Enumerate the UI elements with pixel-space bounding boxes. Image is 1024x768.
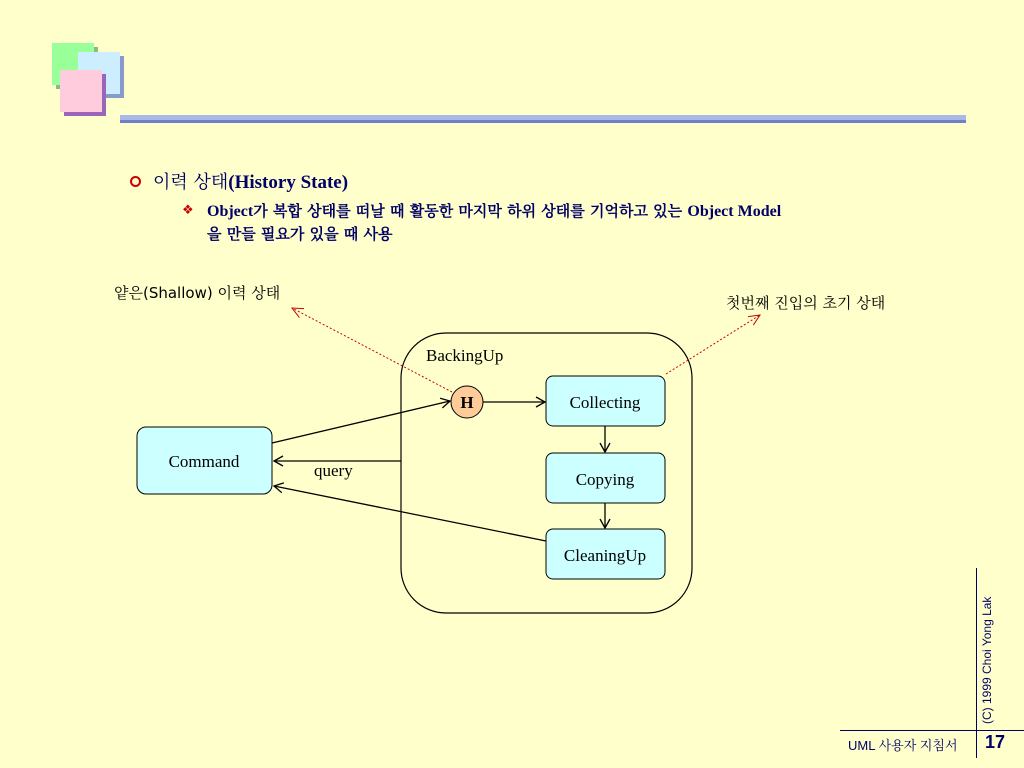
first-entry-label: 첫번째 진입의 초기 상태 bbox=[726, 294, 886, 312]
bullet2-ko-part1: 가 복합 상태를 떠날 때 활동한 마지막 하위 상태를 기억하고 있는 bbox=[253, 202, 688, 220]
transition-command-to-history bbox=[272, 401, 450, 443]
backingup-label: BackingUp bbox=[426, 346, 504, 365]
initial-state-pointer bbox=[666, 315, 760, 374]
query-label: query bbox=[314, 461, 353, 480]
footer-horizontal-divider bbox=[840, 730, 1024, 731]
bullet1-english: (History State) bbox=[228, 172, 349, 193]
copying-label: Copying bbox=[575, 470, 635, 489]
command-label: Command bbox=[168, 452, 240, 471]
collecting-label: Collecting bbox=[569, 393, 641, 412]
diamond-bullet-icon: ❖ bbox=[182, 203, 194, 218]
bullet2-ko-part2: 을 만들 필요가 있을 때 사용 bbox=[207, 225, 393, 243]
page-number: 17 bbox=[985, 732, 1006, 752]
bullet2-object: Object bbox=[207, 203, 254, 220]
bullet2-object-model: Object Model bbox=[687, 203, 782, 220]
copyright-text: (C) 1999 Choi Yong Lak bbox=[980, 596, 994, 724]
history-state-label: H bbox=[460, 393, 474, 412]
footer-title: UML 사용자 지침서 bbox=[848, 738, 958, 753]
cleaningup-label: CleaningUp bbox=[563, 546, 647, 565]
transition-cleaningup-to-command bbox=[274, 486, 546, 541]
shallow-history-label: 얕은(Shallow) 이력 상태 bbox=[114, 284, 281, 302]
bullet1-korean: 이력 상태 bbox=[153, 172, 229, 193]
